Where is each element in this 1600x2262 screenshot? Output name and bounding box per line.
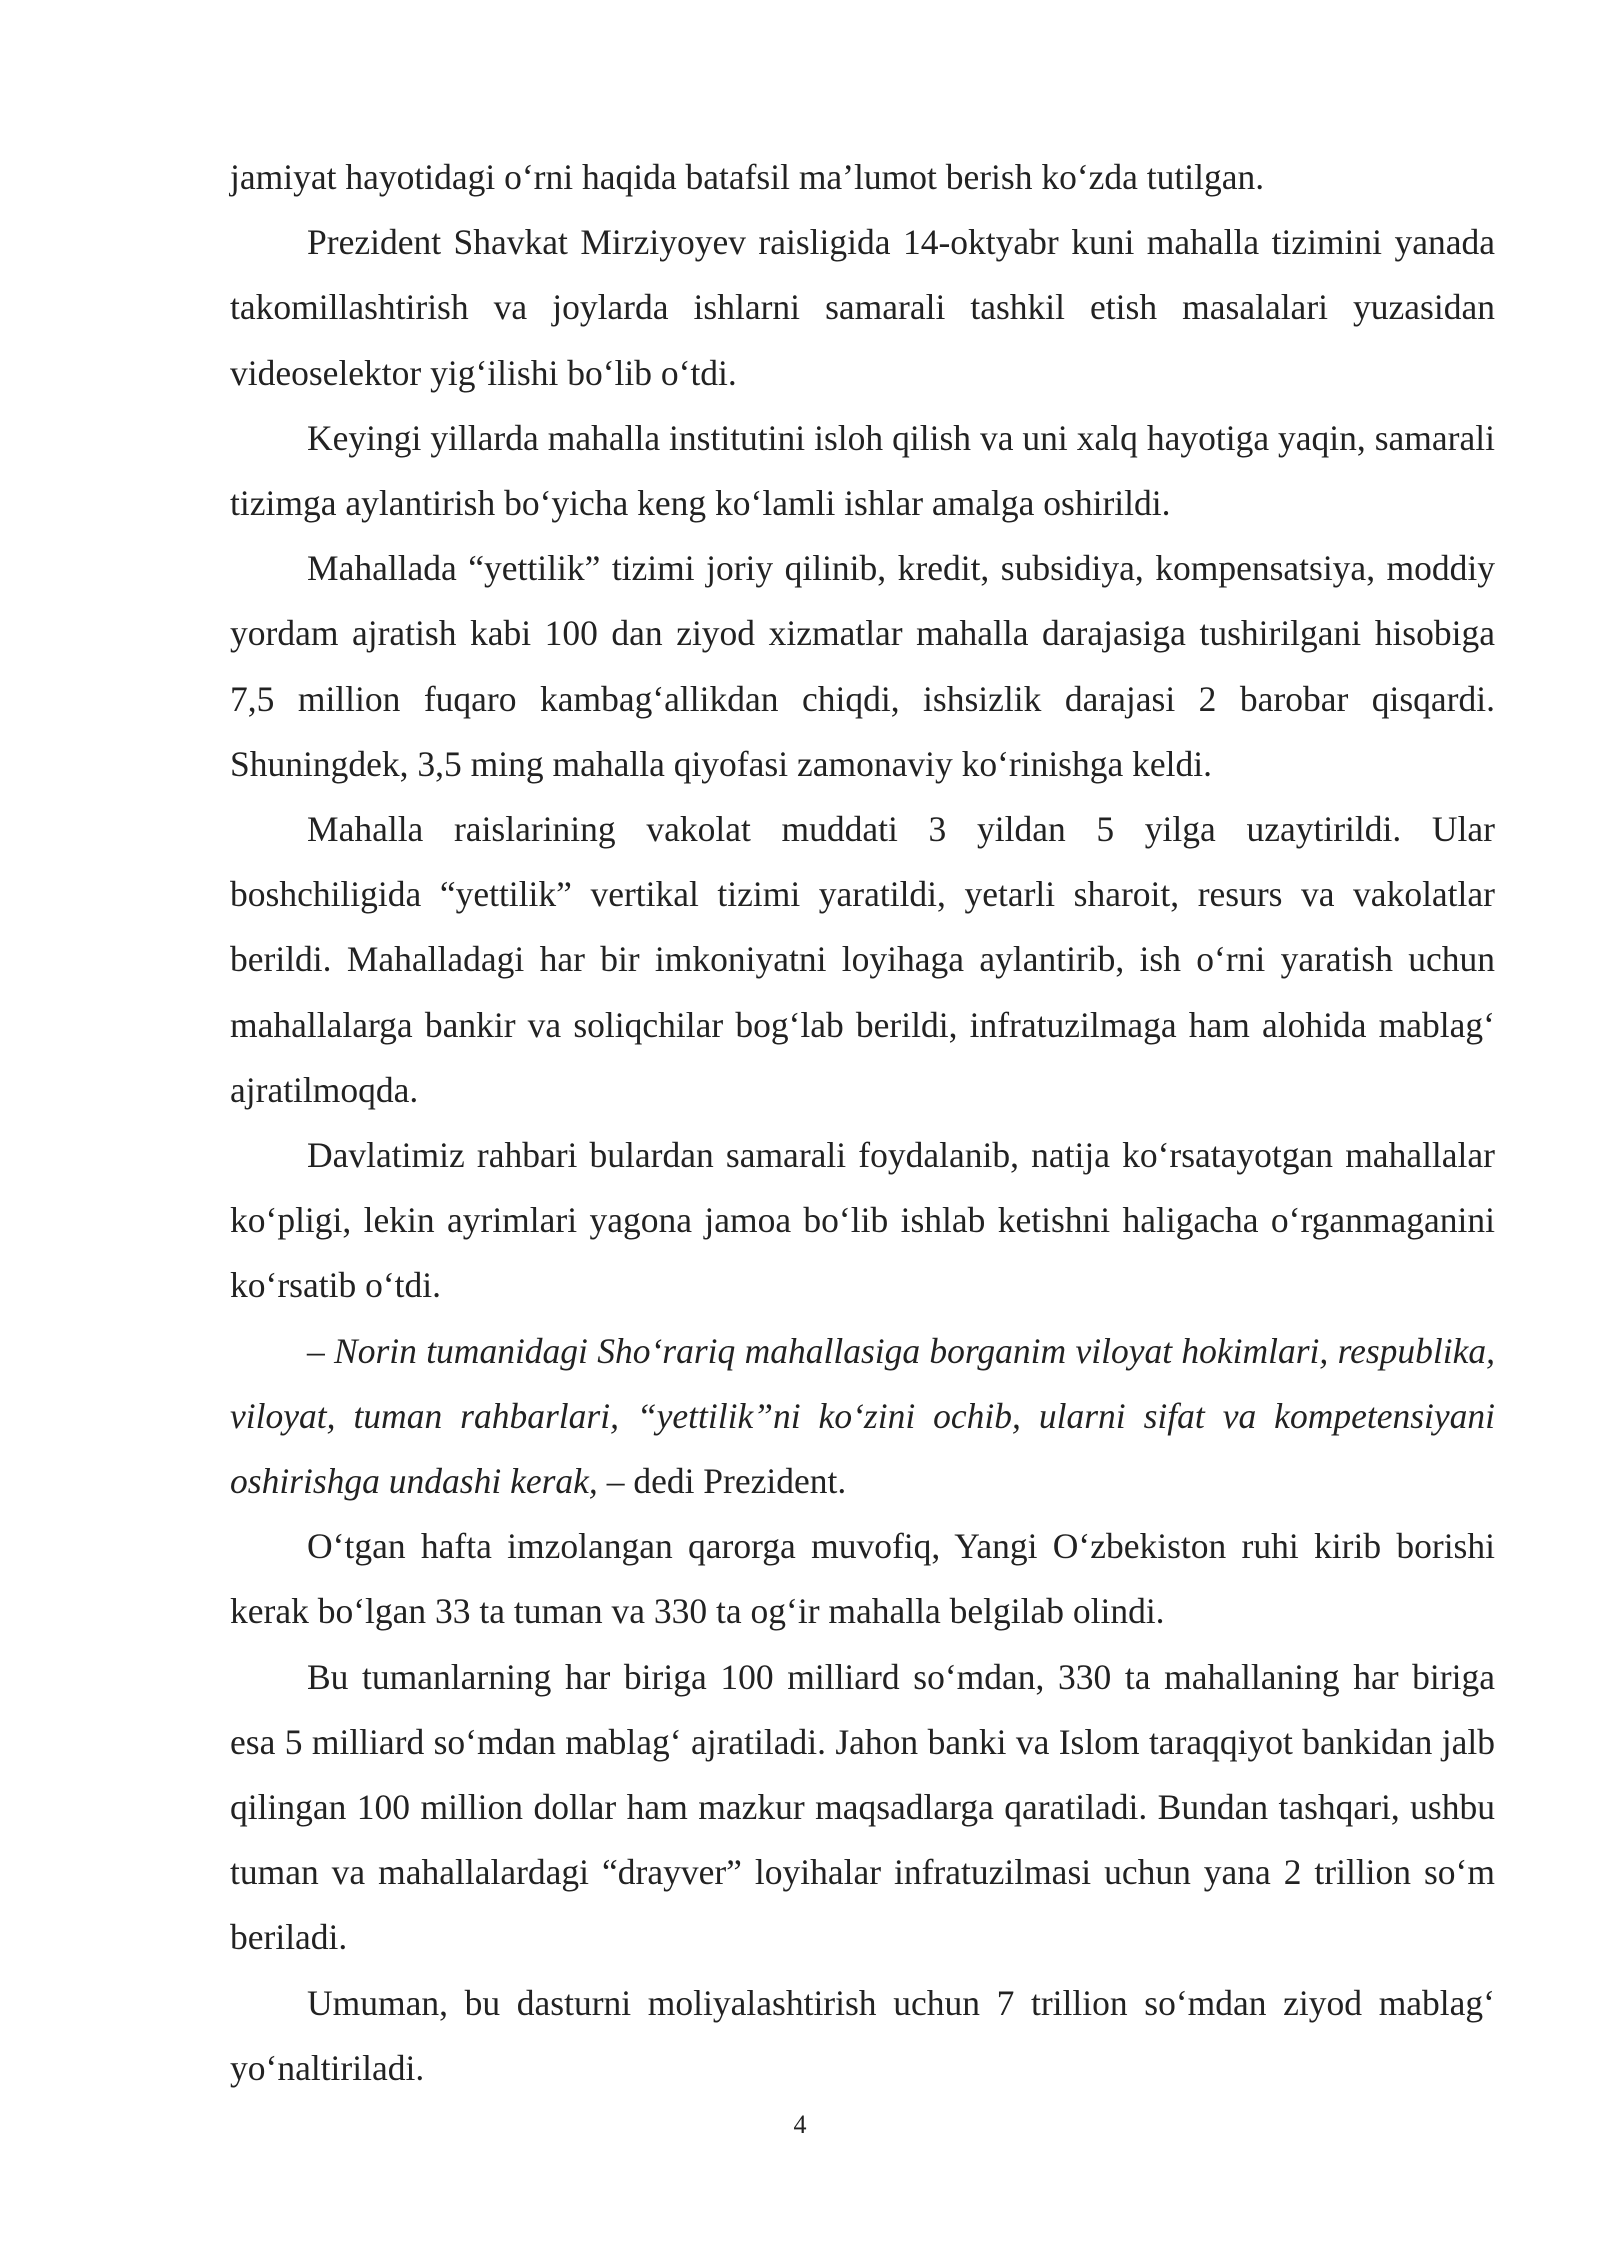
paragraph-resolution: O‘tgan hafta imzolangan qarorga muvofiq, Yangi O‘zbekiston ruhi kirib borishi kerak bo‘lgan 33 ta tuman va 330 ta og‘ir mahalla belgilab olindi. [230, 1526, 1495, 1632]
paragraph-president-quote [230, 1319, 1495, 1515]
quote-attribution: – dedi Prezident. [597, 1461, 847, 1502]
paragraph-president-remarks: Davlatimiz rahbari bulardan samarali foydalanib, natija ko‘rsatayotgan mahallalar ko‘pligi, lekin ayrimlari yagona jamoa bo‘lib ishlab ketishni haligacha o‘rganmaganini ko‘rsatib o‘tdi. [230, 1135, 1495, 1306]
paragraph-funding: Bu tumanlarning har biriga 100 milliard so‘mdan, 330 ta mahallaning har biriga esa 5 milliard so‘mdan mablag‘ ajratiladi. Jahon banki va Islom taraqqiyot bankidan jalb qilingan 100 million dollar ham mazkur maqsadlarga qaratiladi. Bundan tashqari, ushbu tuman va mahallalardagi “drayver” loyihalar infratuzilmasi uchun yana 2 trillion so‘m beriladi. [230, 1656, 1495, 1958]
quote-dash: – [307, 1330, 335, 1371]
paragraph-continuation: jamiyat hayotidagi o‘rni haqida batafsil ma’lumot berish ko‘zda tutilgan. [230, 157, 1265, 197]
paragraph-total-funding: Umuman, bu dasturni moliyalashtirish uchun 7 trillion so‘mdan ziyod mablag‘ yo‘naltiriladi. [230, 1982, 1495, 2088]
quote-italic-text: Norin tumanidagi Sho‘rariq mahallasiga borganim viloyat hokimlari, respublika, viloyat, tuman rahbarlari, “yettilik”ni ko‘zini ochib, ularni sifat va kompetensiyani oshirishga undashi kerak, [230, 1330, 1496, 1502]
paragraph-yettilik-system: Mahallada “yettilik” tizimi joriy qilinib, kredit, subsidiya, kompensatsiya, moddiy yordam ajratish kabi 100 dan ziyod xizmatlar mahalla darajasiga tushirilgani hisobiga 7,5 million fuqaro kambag‘allikdan chiqdi, ishsizlik darajasi 2 barobar qisqardi. Shuningdek, 3,5 ming mahalla qiyofasi zamonaviy ko‘rinishga keldi. [230, 548, 1495, 784]
paragraph-chairmen-term: Mahalla raislarining vakolat muddati 3 yildan 5 yilga uzaytirildi. Ular boshchiligida “yettilik” vertikal tizimi yaratildi, yetarli sharoit, resurs va vakolatlar berildi. Mahalladagi har bir imkoniyatni loyihaga aylantirib, ish o‘rni yaratish uchun mahallalarga bankir va soliqchilar bog‘lab berildi, infratuzilmaga ham alohida mablag‘ ajratilmoqda. [230, 809, 1495, 1110]
paragraph-mahalla-reform: Keyingi yillarda mahalla institutini isloh qilish va uni xalq hayotiga yaqin, samarali tizimga aylantirish bo‘yicha keng ko‘lamli ishlar amalga oshirildi. [230, 417, 1495, 524]
paragraph-videoselector-meeting: Prezident Shavkat Mirziyoyev raisligida 14-oktyabr kuni mahalla tizimini yanada takomillashtirish va joylarda ishlarni samarali tashkil etish masalalari yuzasidan videoselektor yig‘ilishi bo‘lib o‘tdi. [230, 222, 1495, 393]
page-number: 4 [793, 2110, 807, 2139]
document-page [230, 145, 1495, 2101]
